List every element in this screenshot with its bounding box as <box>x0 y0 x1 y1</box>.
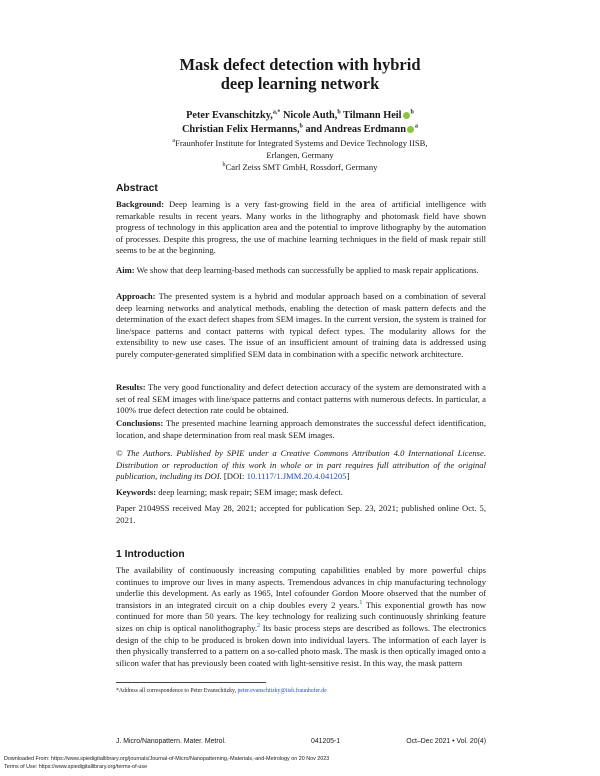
publication-history: Paper 21049SS received May 28, 2021; accepted for publication Sep. 23, 2021; published online Oct. 5, 2021. <box>116 503 486 525</box>
email-link[interactable]: peter.evanschitzky@iisb.fraunhofer.de <box>237 688 327 694</box>
abstract-background: Background: Deep learning is a very fast-growing field in the area of artificial intelligence with remarkable results in recent years. Many works in the lithography and photomask field have shown progress of technology in this application area and the potential to improve lithography by the automation of processes. Despite this progress, the use of machine learning techniques in the field of mask repair still seems to be at the beginning. <box>116 199 486 256</box>
author-name[interactable]: Peter Evanschitzky, <box>186 110 273 121</box>
author-name[interactable]: and Andreas Erdmann <box>302 124 406 135</box>
footnote-rule <box>116 682 266 683</box>
author-list: Peter Evanschitzky,$^{a,*}$ Nicole Auth,$^b$ Tilmann Heil $^b$ Christian Felix Hermanns,$^b$ and Andreas Erdmann $^a$ <box>181 109 418 135</box>
terms-notice: Terms of Use: https://www.spiedigitallibrary.org/terms-of-use <box>4 764 148 770</box>
author-name[interactable]: Tilmann Heil <box>340 110 402 121</box>
reference-link[interactable]: 1 <box>359 599 363 606</box>
abstract-results: Results: The very good functionality and defect detection accuracy of the system are demonstrated with a set of real SEM images with line/space patterns and contact patterns with numerous defects. In particular, a 100% true defect detection rate could be obtained. <box>116 382 486 416</box>
issue-info: Oct–Dec 2021 • Vol. 20(4) <box>406 738 486 745</box>
abstract-heading: Abstract <box>116 183 158 194</box>
orcid-icon[interactable] <box>407 126 414 133</box>
journal-name: J. Micro/Nanopattern. Mater. Metrol. <box>116 738 226 745</box>
paper-title: Mask defect detection with hybrid deep learning network <box>179 55 421 93</box>
orcid-icon[interactable] <box>403 112 410 119</box>
affiliations: $^a$Fraunhofer Institute for Integrated Systems and Device Technology IISB, Erlangen, Germany $^b$Carl Zeiss SMT GmbH, Rossdorf, Germany <box>172 138 428 172</box>
keywords: Keywords: deep learning; mask repair; SEM image; mask defect. <box>116 487 343 497</box>
introduction-heading: 1 Introduction <box>116 549 185 560</box>
reference-link[interactable]: 2 <box>257 623 261 630</box>
introduction-text: The availability of continuously increasing computing capabilities enabled by more powerful chips continues to improve our lives in many aspects. Tremendous advances in chip manufacturing technology underlie this development. As early as 1965, Intel cofounder Gordon Moore observed that the number of transistors in an integrated circuit on a chip doubles every 2 years.$^1$ This exponential growth has now continued for more than 50 years. The key technology for realizing such continuously shrinking feature sizes on chip is optical nanolithography.$^2$ Its basic process steps are described as follows. The electronics design of the chip to be produced is broken down into individual layers. The information of each layer is then physically transferred to a pattern on a so-called photo mask. The mask is then optically imaged onto a silicon wafer that has previously been coated with light-sensitive resist. In this way, the mask pattern <box>116 565 486 668</box>
abstract-conclusions: Conclusions: The presented machine learning approach demonstrates the successful defect identification, location, and shape determination from real mask SEM images. <box>116 418 486 440</box>
download-notice: Downloaded From: https://www.spiedigitallibrary.org/journals/Journal-of-Micro/Nanopatterning,-Materials,-and-Metrology on 20 Nov 2023 <box>4 756 330 762</box>
abstract-aim: Aim: We show that deep learning-based methods can successfully be applied to mask repair applications. <box>116 265 479 275</box>
doi-link[interactable]: 10.1117/1.JMM.20.4.041205 <box>246 471 347 482</box>
page-number: 041205-1 <box>311 738 341 745</box>
abstract-approach: Approach: The presented system is a hybrid and modular approach based on a combination of several deep learning networks and analytical methods, enabling the detection of mask pattern defects and the determination of the exact defect shapes from SEM images. In the current version, the system is trained for line/space patterns and contact patterns with typical defect types. The modularity allows for the extensibility to new use cases. The issue of an insufficient amount of training data is addressed using purely computer-generated simplified SEM data in combination with a specific network architecture. <box>116 291 486 359</box>
correspondence-footnote: *Address all correspondence to Peter Evanschitzky, peter.evanschitzky@iisb.fraunhofer.de <box>116 688 327 694</box>
license-statement: © The Authors. Published by SPIE under a Creative Commons Attribution 4.0 International License. Distribution or reproduction of this work in whole or in part requires full attribution of the original publication, including its DOI. [DOI: 10.1117/1.JMM.20.4.041205] <box>116 448 486 482</box>
author-name[interactable]: Christian Felix Hermanns, <box>181 124 300 135</box>
author-name[interactable]: Nicole Auth, <box>280 110 338 121</box>
